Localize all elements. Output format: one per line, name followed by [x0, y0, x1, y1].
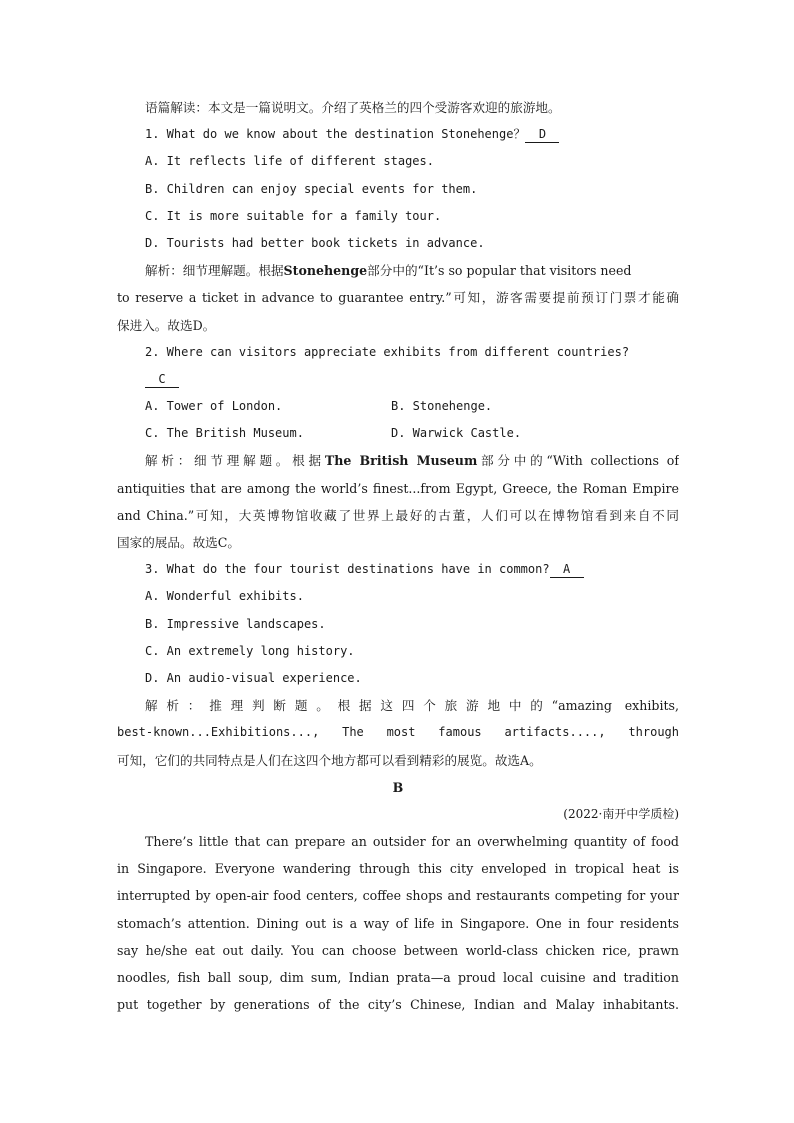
- question-2-answer-line: [117, 366, 679, 393]
- q3-analysis-line-1: 解析：推理判断题。根据这四个旅游地中的“amazing exhibits,: [145, 698, 679, 714]
- q1-analysis-line-3: 保进入。故选D。: [117, 317, 216, 333]
- q2-analysis-line-1: [117, 447, 679, 474]
- passage-summary: 语篇解读：本文是一篇说明文。介绍了英格兰的四个受游客欢迎的旅游地。: [145, 100, 561, 115]
- q1-analysis-line-2: to reserve a ticket in advance to guarantee entry.”可知，游客需要提前预订门票才能确: [117, 290, 679, 306]
- q2-analysis-line-3: and China.”可知，大英博物馆收藏了世界上最好的古董，人们可以在博物馆看到来自不同: [117, 507, 679, 523]
- question-1: [117, 121, 679, 148]
- passage-line-5: say he/she eat out daily. You can choose between world-class chicken rice, prawn: [117, 942, 679, 958]
- section-source: (2022·南开中学质检): [563, 806, 679, 821]
- passage-line-2: in Singapore. Everyone wandering through this city enveloped in tropical heat is: [117, 861, 679, 877]
- question-3-text: 3. What do the four tourist destinations have in common?: [145, 562, 550, 577]
- question-2-text: 2. Where can visitors appreciate exhibits from different countries?: [145, 344, 630, 359]
- q2-analysis-line-4: 国家的展品。故选C。: [117, 535, 240, 550]
- q1-analysis-keyword: Stonehenge: [283, 263, 368, 279]
- q2-analysis-quote: 部分中的“With collections of: [477, 453, 679, 469]
- q2-option-d: D. Warwick Castle.: [391, 426, 522, 441]
- question-1-answer: D: [525, 127, 559, 143]
- q3-analysis-line-3: 可知，它们的共同特点是人们在这四个地方都可以看到精彩的展览。故选A。: [117, 752, 542, 768]
- question-1-text: 1. What do we know about the destination Stonehenge？: [145, 127, 526, 142]
- question-2-answer: C: [145, 372, 179, 388]
- passage-line-7: put together by generations of the city’s Chinese, Indian and Malay inhabitants.: [117, 997, 679, 1013]
- question-3: [117, 556, 679, 583]
- q2-analysis-keyword: The British Museum: [324, 453, 478, 469]
- q1-option-a: A. It reflects life of different stages.: [145, 154, 434, 169]
- q2-options-row-2: [117, 420, 679, 447]
- passage-line-1: There’s little that can prepare an outsider for an overwhelming quantity of food: [145, 834, 679, 850]
- q3-option-d: D. An audio-visual experience.: [145, 670, 362, 685]
- q2-analysis-line-2: antiquities that are among the world’s finest...from Egypt, Greece, the Roman Empire: [117, 480, 679, 496]
- q3-option-a: A. Wonderful exhibits.: [145, 589, 304, 604]
- q1-analysis-line-1: [117, 257, 679, 284]
- question-3-answer: A: [550, 562, 584, 578]
- q1-option-d: D. Tourists had better book tickets in advance.: [145, 235, 485, 250]
- q2-option-a: A. Tower of London.: [145, 399, 283, 414]
- q1-option-b: B. Children can enjoy special events for them.: [145, 181, 478, 196]
- q2-analysis-text: 解析：细节理解题。根据: [145, 453, 325, 469]
- q3-analysis-line-2: best-known...Exhibitions..., The most famous artifacts...., through: [117, 725, 679, 740]
- passage-line-4: stomach’s attention. Dining out is a way of life in Singapore. One in four residents: [117, 915, 679, 931]
- q2-options-row-1: [117, 393, 679, 420]
- q1-analysis-quote: 部分中的“It’s so popular that visitors need: [367, 263, 632, 279]
- q2-option-c: C. The British Museum.: [145, 426, 304, 441]
- q1-analysis-text: 解析：细节理解题。根据: [145, 263, 284, 279]
- q1-option-c: C. It is more suitable for a family tour.: [145, 208, 442, 223]
- q3-option-b: B. Impressive landscapes.: [145, 616, 326, 631]
- passage-line-6: noodles, fish ball soup, dim sum, Indian prata—a proud local cuisine and tradition: [117, 970, 679, 985]
- q3-option-c: C. An extremely long history.: [145, 643, 355, 658]
- section-heading: B: [392, 779, 404, 795]
- passage-line-3: interrupted by open-air food centers, coffee shops and restaurants competing for your: [117, 888, 679, 904]
- document-page: [117, 94, 679, 1018]
- q2-option-b: B. Stonehenge.: [391, 399, 493, 414]
